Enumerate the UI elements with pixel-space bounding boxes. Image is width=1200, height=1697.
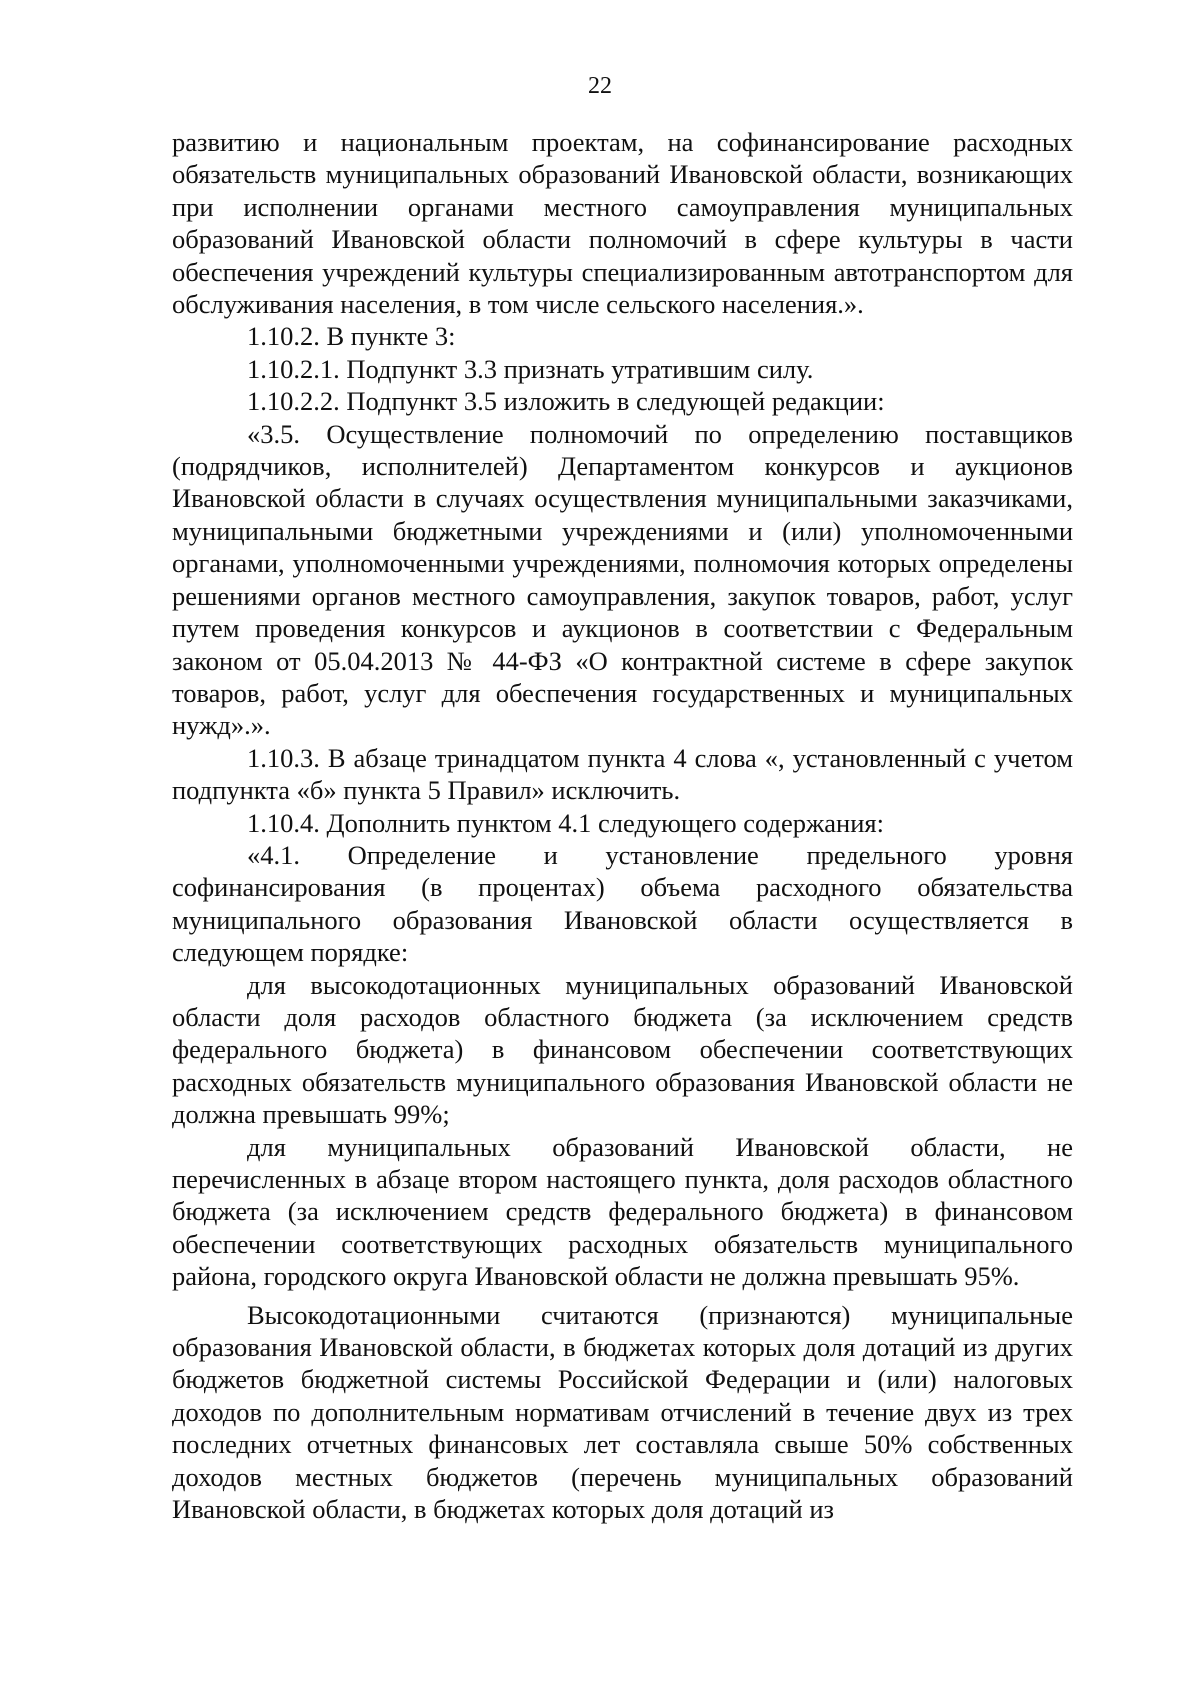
paragraph-1-10-4: 1.10.4. Дополнить пунктом 4.1 следующего содержания: <box>247 807 884 838</box>
paragraph-4-1: «4.1. Определение и установление предельного уровня софинансирования (в процентах) объема расходного обязательства муниципального образования Ивановской области осуществляется в следующем порядке: <box>172 839 1073 968</box>
document-body <box>172 126 1073 1525</box>
paragraph-high-subsidy-definition: Высокодотационными считаются (признаются) муниципальные образования Ивановской области, в бюджетах которых доля дотаций из других бюджетов бюджетной системы Российской Федерации и (или) налоговых доходов по дополнительным нормативам отчислений в течение двух из трех последних отчетных финансовых лет составляла свыше 50% собственных доходов местных бюджетов (перечень муниципальных образований Ивановской области, в бюджетах которых доля дотаций из <box>172 1299 1073 1525</box>
page-number: 22 <box>588 73 612 99</box>
paragraph-1-10-2-1: 1.10.2.1. Подпункт 3.3 признать утратившим силу. <box>247 353 814 384</box>
paragraph-1-10-3: 1.10.3. В абзаце тринадцатом пункта 4 слова «, установленный с учетом подпункта «б» пункта 5 Правил» исключить. <box>172 742 1073 806</box>
paragraph-high-subsidy-share: для высокодотационных муниципальных образований Ивановской области доля расходов областного бюджета (за исключением средств федерального бюджета) в финансовом обеспечении соответствующих расходных обязательств муниципального образования Ивановской области не должна превышать 99%; <box>172 969 1073 1130</box>
paragraph-other-municipalities-share: для муниципальных образований Ивановской области, не перечисленных в абзаце втором настоящего пункта, доля расходов областного бюджета (за исключением средств федерального бюджета) в финансовом обеспечении соответствующих расходных обязательств муниципального района, городского округа Ивановской области не должна превышать 95%. <box>172 1131 1073 1292</box>
paragraph-3-5: «3.5. Осуществление полномочий по определению поставщиков (подрядчиков, исполнителей) Департаментом конкурсов и аукционов Ивановской области в случаях осуществления муниципальными заказчиками, муниципальными бюджетными учреждениями и (или) уполномоченными органами, уполномоченными учреждениями, полномочия которых определены решениями органов местного самоуправления, закупок товаров, работ, услуг путем проведения конкурсов и аукционов в соответствии с Федеральным законом от 05.04.2013 № 44-ФЗ «О контрактной системе в сфере закупок товаров, работ, услуг для обеспечения государственных и муниципальных нужд».». <box>172 418 1073 741</box>
paragraph-1-10-2: 1.10.2. В пункте 3: <box>247 321 456 352</box>
paragraph-1-10-2-2: 1.10.2.2. Подпункт 3.5 изложить в следующей редакции: <box>247 386 885 417</box>
paragraph-continuation: развитию и национальным проектам, на софинансирование расходных обязательств муниципальных образований Ивановской области, возникающих при исполнении органами местного самоуправления муниципальных образований Ивановской области полномочий в сфере культуры в части обеспечения учреждений культуры специализированным автотранспортом для обслуживания населения, в том числе сельского населения.». <box>172 127 1073 320</box>
